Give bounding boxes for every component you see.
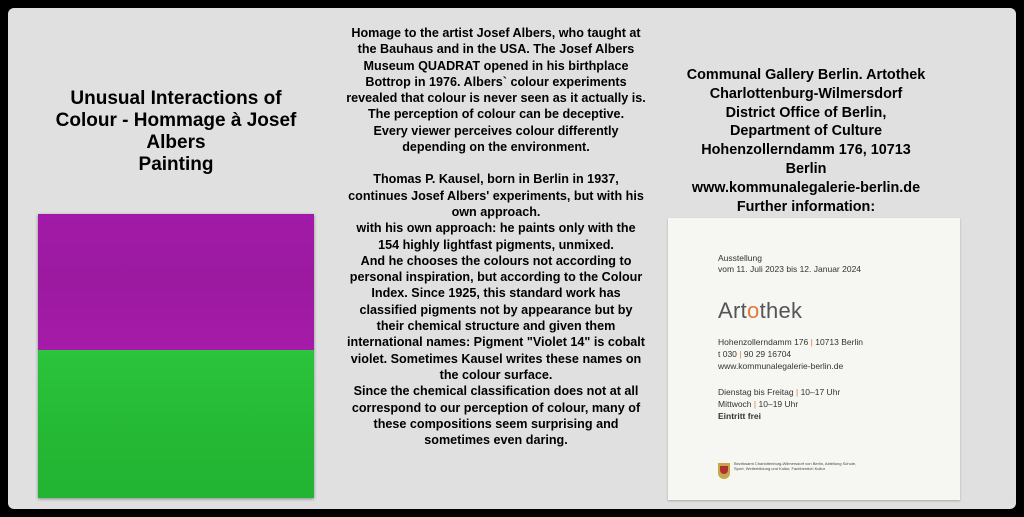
artothek-logo: Artothek <box>718 298 803 323</box>
description-paragraph: And he chooses the colours not according to personal inspiration, but according to the Colour Index. Since 1925, this standard work has classified pigments not by appearance but by their chemical structure and given them international names: Pigment "Violet 14" is cobalt violet. Sometimes Kausel writes these names on the colour surface. <box>347 253 645 382</box>
exhibition-card <box>668 218 960 500</box>
card-header <box>718 253 861 275</box>
title-line: Colour - Hommage à Josef <box>55 110 297 131</box>
exhibition-title <box>28 88 324 176</box>
gallery-info-line: Department of Culture <box>730 123 882 140</box>
card-city: 10713 Berlin <box>815 337 863 347</box>
title-line: Unusual Interactions of <box>70 88 282 109</box>
painting-image <box>38 214 314 498</box>
description-paragraph: Since the chemical classification does not at all correspond to our perception of colour, many of these compositions seem surprising and sometimes even daring. <box>351 384 641 448</box>
description-paragraph: Homage to the artist Josef Albers, who taught at the Bauhaus and in the USA. The Josef Albers Museum QUADRAT opened in his birthplace Bottrop in 1976. Albers` colour experiments revealed that colour is never seen as it actually is. The perception of colour can be deceptive. <box>346 26 646 122</box>
card-opening-hours: Dienstag bis Freitag | 10–17 Uhr Mittwoch | 10–19 Uhr <box>718 387 841 409</box>
gallery-info-line: Hohenzollerndamm 176, 10713 <box>701 142 911 159</box>
painting-green-field <box>38 350 314 498</box>
gallery-info-line: District Office of Berlin, <box>725 104 887 121</box>
description-paragraph: Thomas P. Kausel, born in Berlin in 1937, continues Josef Albers' experiments, but with his own approach. <box>348 172 644 219</box>
poster-frame <box>8 8 1016 509</box>
card-website: www.kommunalegalerie-berlin.de <box>718 361 844 371</box>
title-line: Albers <box>146 132 206 153</box>
gallery-info-line: Further information: <box>736 198 876 215</box>
card-address: Hohenzollerndamm 176 | 10713 Berlin t 030 | 90 29 16704 www.kommunalegalerie-berlin.de <box>718 337 863 371</box>
title-line: Painting <box>138 154 214 175</box>
gallery-info-line: Berlin <box>785 160 827 177</box>
card-phone-label: t 030 <box>718 349 737 359</box>
card-street: Hohenzollerndamm 176 <box>718 337 809 347</box>
painting-violet-field <box>38 214 314 350</box>
gallery-info-line: www.kommunalegalerie-berlin.de <box>691 179 921 196</box>
gallery-info-line: Communal Gallery Berlin. Artothek <box>686 67 926 83</box>
card-admission: Eintritt frei <box>718 411 761 421</box>
description-text <box>346 25 646 448</box>
card-phone: 90 29 16704 <box>743 349 792 359</box>
gallery-info <box>656 66 956 216</box>
berlin-crest-icon <box>718 463 730 479</box>
card-label: Ausstellung <box>718 253 762 263</box>
description-paragraph: Every viewer perceives colour differently depending on the environment. <box>373 123 619 155</box>
card-dates: vom 11. Juli 2023 bis 12. Januar 2024 <box>718 264 862 274</box>
gallery-info-line: Charlottenburg-Wilmersdorf <box>709 85 903 102</box>
card-office-text: Bezirksamt Charlottenburg-Wilmersdorf von Berlin, Abteilung Schule, Sport, Weiterbildung und Kultur, Fachbereich Kultur <box>734 461 857 471</box>
description-paragraph: with his own approach: he paints only with the 154 highly lightfast pigments, unmixed. <box>356 221 636 252</box>
